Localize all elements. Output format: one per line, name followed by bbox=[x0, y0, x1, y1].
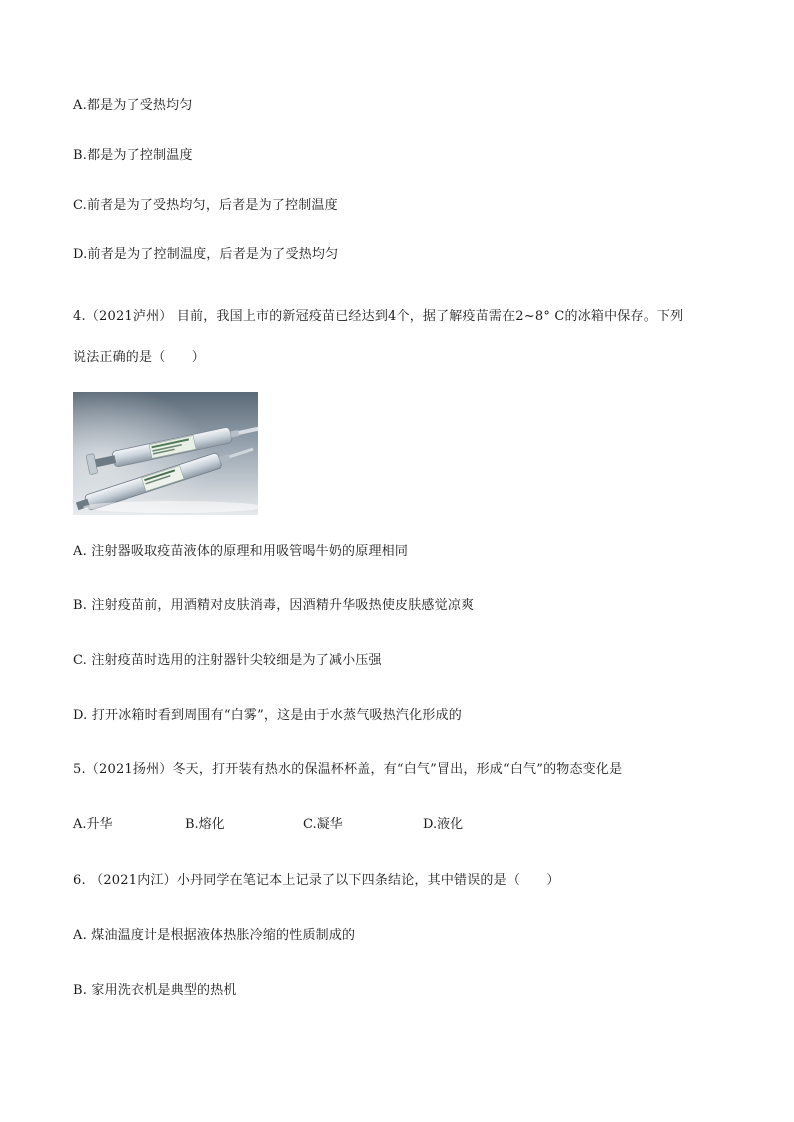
q4-option-c: C. 注射疫苗时选用的注射器针尖较细是为了减小压强 bbox=[73, 653, 382, 668]
q6-option-a: A. 煤油温度计是根据液体热胀冷缩的性质制成的 bbox=[73, 928, 356, 943]
q5-option-c: C.凝华 bbox=[303, 817, 343, 832]
q3-option-c: C.前者是为了受热均匀，后者是为了控制温度 bbox=[73, 198, 338, 213]
q5-stem: 5.（2021扬州）冬天，打开装有热水的保温杯杯盖，有“白气”冒出，形成“白气”的物态变化是 bbox=[73, 762, 623, 777]
q4-stem-line1: 4.（2021泸州） 目前，我国上市的新冠疫苗已经达到4个，据了解疫苗需在2~8° C的冰箱中保存。下列 bbox=[73, 309, 684, 324]
q3-option-a: A.都是为了受热均匀 bbox=[73, 98, 193, 113]
q3-option-b: B.都是为了控制温度 bbox=[73, 148, 193, 163]
q4-stem-line2: 说法正确的是（ ） bbox=[73, 350, 206, 365]
q4-option-d: D. 打开冰箱时看到周围有“白雾”，这是由于水蒸气吸热汽化形成的 bbox=[73, 708, 462, 723]
q3-option-d: D.前者是为了控制温度，后者是为了受热均匀 bbox=[73, 247, 339, 262]
q5-option-a: A.升华 bbox=[73, 817, 113, 832]
vaccine-syringe-photo bbox=[73, 392, 258, 515]
q4-option-a: A. 注射器吸取疫苗液体的原理和用吸管喝牛奶的原理相同 bbox=[73, 544, 409, 559]
q4-option-b: B. 注射疫苗前，用酒精对皮肤消毒，因酒精升华吸热使皮肤感觉凉爽 bbox=[73, 598, 475, 613]
q6-option-b: B. 家用洗衣机是典型的热机 bbox=[73, 983, 237, 998]
q6-stem: 6. （2021内江）小丹同学在笔记本上记录了以下四条结论，其中错误的是（ ） bbox=[73, 873, 560, 888]
q5-options-row bbox=[73, 817, 573, 833]
q5-option-d: D.液化 bbox=[423, 817, 464, 832]
q5-option-b: B.熔化 bbox=[185, 817, 225, 832]
